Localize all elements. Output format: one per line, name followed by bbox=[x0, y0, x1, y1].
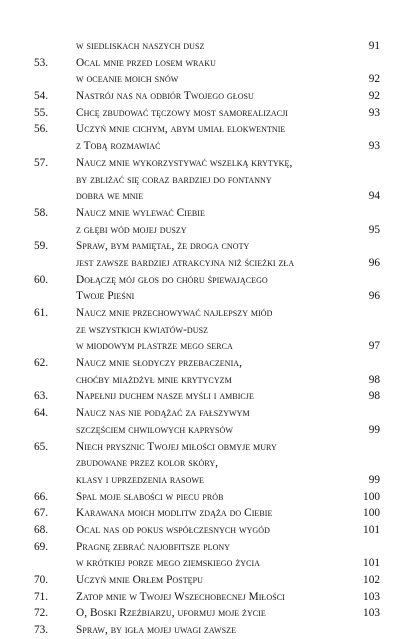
toc-line bbox=[34, 121, 380, 138]
entry-page: 91 bbox=[368, 40, 380, 52]
toc-line bbox=[34, 455, 380, 472]
entry-number: 60. bbox=[34, 273, 49, 286]
entry-title: zbudowane przez kolor skóry, bbox=[76, 457, 219, 470]
entry-page: 95 bbox=[368, 223, 380, 236]
toc-line bbox=[34, 288, 380, 305]
entry-title: Spraw, bym pamiętał, że droga cnoty bbox=[76, 240, 250, 253]
toc-line bbox=[34, 355, 380, 372]
entry-number: 59. bbox=[34, 240, 49, 253]
toc-line bbox=[34, 71, 380, 88]
entry-number: 57. bbox=[34, 156, 49, 169]
entry-page: 97 bbox=[368, 340, 380, 353]
toc-line bbox=[34, 88, 380, 105]
entry-title: dobra we mnie bbox=[76, 190, 144, 203]
toc-line bbox=[34, 572, 380, 589]
entry-title: klasy i uprzedzenia rasowe bbox=[76, 473, 204, 486]
entry-title: Niech prysznic Twojej miłości obmyje mury bbox=[76, 440, 277, 453]
entry-number: 70. bbox=[34, 574, 49, 586]
entry-title: Naucz mnie wylewać Ciebie bbox=[76, 206, 205, 219]
entry-page: 96 bbox=[368, 290, 380, 303]
toc-line bbox=[34, 372, 380, 389]
toc-line bbox=[34, 38, 380, 55]
entry-title: w miodowym plastrze mego serca bbox=[76, 340, 233, 353]
entry-title: w siedliskach naszych dusz bbox=[76, 40, 205, 52]
entry-page: 93 bbox=[368, 140, 380, 153]
entry-page: 92 bbox=[368, 90, 380, 103]
toc-line bbox=[34, 155, 380, 172]
entry-title: Ocal mnie przed losem wraku bbox=[76, 56, 216, 69]
entry-page: 94 bbox=[368, 190, 380, 203]
entry-number: 64. bbox=[34, 407, 49, 420]
entry-title: Zatop mnie w Twojej Wszechobecnej Miłości bbox=[76, 590, 285, 603]
toc-line bbox=[34, 422, 380, 439]
entry-number: 58. bbox=[34, 206, 49, 219]
entry-title: w oceanie moich snów bbox=[76, 73, 179, 86]
entry-title: Naucz mnie wykorzystywać wszelką krytykę, bbox=[76, 156, 293, 169]
toc-line bbox=[34, 188, 380, 205]
entry-page: 93 bbox=[368, 106, 380, 119]
entry-title: ze wszystkich kwiatów-dusz bbox=[76, 323, 209, 336]
entry-title: Spraw, by igła mojej uwagi zawsze bbox=[76, 624, 237, 637]
toc-line bbox=[34, 138, 380, 155]
toc-line bbox=[34, 539, 380, 556]
entry-number: 66. bbox=[34, 490, 49, 503]
entry-title: Uczyń mnie cichym, abym umiał elokwentnie bbox=[76, 123, 286, 136]
entry-page: 101 bbox=[363, 523, 380, 536]
entry-title: Karawana moich modlitw zdąża do Ciebie bbox=[76, 507, 273, 520]
entry-title: jest zawsze bardziej atrakcyjna niż ścieżki zła bbox=[76, 256, 295, 269]
toc-line bbox=[34, 338, 380, 355]
entry-title: szczęściem chwilowych kaprysów bbox=[76, 423, 233, 436]
toc-line bbox=[34, 205, 380, 222]
entry-title: Spal moje słabości w piecu prób bbox=[76, 490, 224, 503]
entry-title: z Tobą rozmawiać bbox=[76, 140, 161, 153]
table-of-contents bbox=[34, 38, 380, 639]
toc-line bbox=[34, 172, 380, 189]
entry-title: Dołączę mój głos do chóru śpiewającego bbox=[76, 273, 268, 286]
entry-page: 100 bbox=[363, 507, 380, 520]
toc-line bbox=[34, 305, 380, 322]
entry-page: 92 bbox=[368, 73, 380, 86]
entry-number: 63. bbox=[34, 390, 49, 403]
entry-title: choćby miażdżył mnie krytycyzm bbox=[76, 373, 232, 386]
entry-page: 102 bbox=[363, 574, 380, 586]
entry-number: 56. bbox=[34, 123, 49, 136]
toc-line bbox=[34, 55, 380, 72]
toc-line bbox=[34, 388, 380, 405]
entry-number: 69. bbox=[34, 540, 49, 553]
entry-page: 103 bbox=[363, 607, 380, 620]
entry-title: Naucz nas nie podążać za fałszywym bbox=[76, 407, 250, 420]
toc-line bbox=[34, 489, 380, 506]
entry-title: Twoje Pieśni bbox=[76, 290, 135, 303]
entry-title: by zbliżać się coraz bardziej do fontanny bbox=[76, 173, 272, 186]
toc-line bbox=[34, 505, 380, 522]
entry-number: 71. bbox=[34, 590, 49, 603]
entry-page: 101 bbox=[363, 557, 380, 570]
entry-number: 54. bbox=[34, 90, 49, 103]
toc-line bbox=[34, 405, 380, 422]
toc-line bbox=[34, 322, 380, 339]
toc-line bbox=[34, 222, 380, 239]
toc-line bbox=[34, 439, 380, 456]
entry-number: 55. bbox=[34, 106, 49, 119]
entry-number: 73. bbox=[34, 624, 49, 637]
entry-title: Naucz mnie przechowywać najlepszy miód bbox=[76, 307, 273, 319]
entry-title: Uczyń mnie Orłem Postępu bbox=[76, 574, 203, 586]
entry-title: Napełnij duchem nasze myśli i ambicje bbox=[76, 390, 254, 403]
entry-page: 99 bbox=[368, 473, 380, 486]
entry-page: 103 bbox=[363, 590, 380, 603]
entry-page: 98 bbox=[368, 373, 380, 386]
toc-line bbox=[34, 622, 380, 639]
toc-line bbox=[34, 255, 380, 272]
entry-number: 65. bbox=[34, 440, 49, 453]
entry-title: Pragnę zebrać najobfitsze plony bbox=[76, 540, 231, 553]
entry-title: Nastrój nas na odbiór Twojego głosu bbox=[76, 90, 254, 103]
entry-number: 61. bbox=[34, 307, 49, 319]
entry-page: 98 bbox=[368, 390, 380, 403]
entry-title: z głębi wód mojej duszy bbox=[76, 223, 187, 236]
entry-title: Ocal nas od pokus współczesnych wygód bbox=[76, 523, 270, 536]
toc-line bbox=[34, 605, 380, 622]
toc-line bbox=[34, 522, 380, 539]
toc-line bbox=[34, 238, 380, 255]
entry-title: w krótkiej porze mego ziemskiego życia bbox=[76, 557, 261, 570]
entry-number: 53. bbox=[34, 56, 49, 69]
entry-number: 62. bbox=[34, 357, 49, 370]
entry-title: Naucz mnie słodyczy przebaczenia, bbox=[76, 357, 242, 370]
entry-page: 99 bbox=[368, 423, 380, 436]
entry-number: 67. bbox=[34, 507, 49, 520]
entry-title: Chcę zbudować tęczowy most samorealizacji bbox=[76, 106, 288, 119]
entry-number: 72. bbox=[34, 607, 49, 620]
toc-line bbox=[34, 105, 380, 122]
toc-line bbox=[34, 272, 380, 289]
entry-number: 68. bbox=[34, 523, 49, 536]
toc-line bbox=[34, 472, 380, 489]
entry-title: O, Boski Rzeźbiarzu, uformuj moje życie bbox=[76, 607, 266, 620]
toc-line bbox=[34, 555, 380, 572]
entry-page: 96 bbox=[368, 256, 380, 269]
toc-line bbox=[34, 589, 380, 606]
entry-page: 100 bbox=[363, 490, 380, 503]
